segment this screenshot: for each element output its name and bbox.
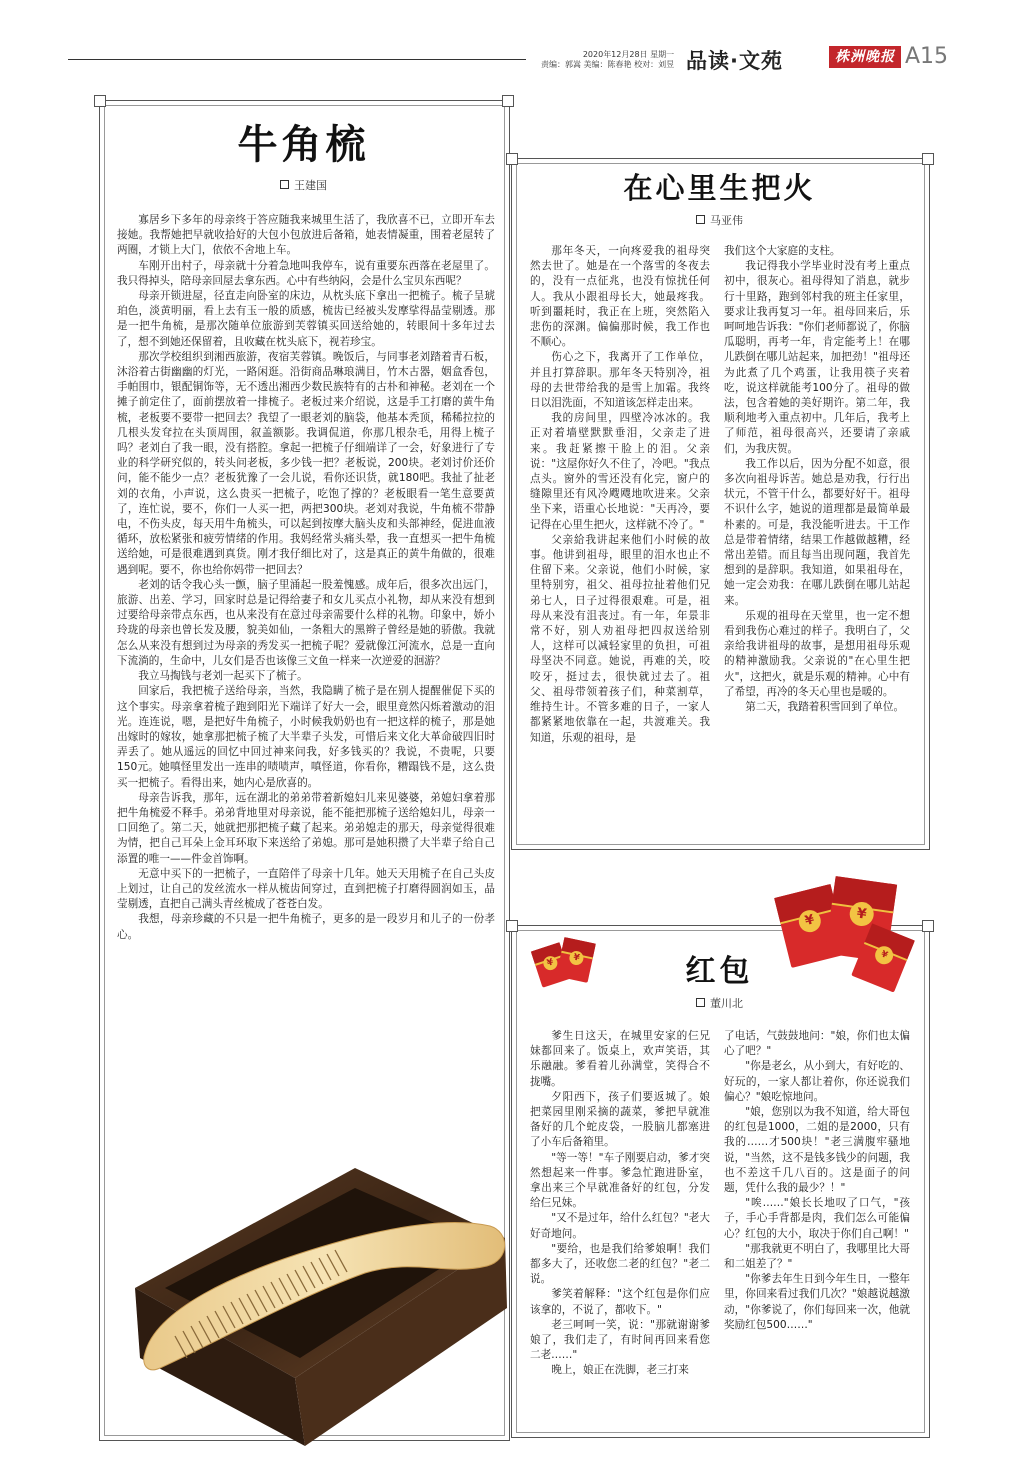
paragraph: 那次学校组织到湘西旅游，夜宿芙蓉镇。晚饭后，与同事老刘踏着青石板，沐浴着古街幽幽的灯光，一路闲逛。沿街商品琳琅满目，竹木古器，姻盒香包，手帕围巾，银配铜饰等，无不透出湘西少数民族特有的古朴和神秘。老刘在一个摊子前定住了，面前摆放着一排梳子。老板过来介绍说，这是手工打磨的黄牛角梳，老板要不要带一把回去？我望了一眼老刘的脑袋，他基本秃顶，稀稀拉拉的几根头发耷拉在头顶周围，叙盖额影。我调侃道，你那几根杂毛，用得上梳子吗？老刘白了我一眼，没有搭腔。拿起一把梳子仔细端详了一会，好象进行了专业的科学研究似的，转头问老板，多少钱一把？老板说，200块。老刘讨价还价问，能不能少一点？老板犹豫了一会儿说，看你还识货，就180吧。我扯了扯老刘的衣角，小声说，这么贵买一把梳子，吃饱了撑的？老板眼看一笔生意要黄了，连忙说，要不，你们一人买一把，两把300块。老刘对我说，牛角梳不带静电，不伤头皮，每天用牛角梳头，可以起到按摩大脑头皮和头部神经，促进血液循环，放松紧张和疲劳情绪的作用。我妈经常头痛头晕，我一直想买一把牛角梳送给她，可是很难遇到真货。刚才我仔细比对了，这是真正的黄牛角做的，很难遇到呢。要不，你也给你妈带一把回去？ — [117, 350, 495, 576]
article3-author — [516, 995, 923, 1011]
article3-title: 红包 — [685, 954, 754, 989]
paragraph: 我立马掏钱与老刘一起买下了梳子。 — [138, 670, 308, 683]
coin-icon: ¥ — [796, 908, 823, 935]
article2-corner — [922, 153, 934, 165]
article3-col2 — [724, 1029, 910, 1424]
editor-credits: 责编：郭嵩 美编：陈春艳 校对：刘昱 — [541, 60, 675, 69]
paragraph: 回家后，我把梳子送给母亲，当然，我隐瞒了梳子是在别人提醒催促下买的这个事实。母亲拿着梳子跑到阳光下端详了好大一会，眼里竟然闪烁着激动的泪光。连连说，嗯，是把好牛角梳子，小时候我奶奶也有一把这样的梳子，那是她出嫁时的嫁妆，她拿那把梳子梳了大半辈子头发，可惜后来文化大革命破四旧时弄丢了。她从遥远的回忆中回过神来问我，好多钱买的？我说，不贵呢，只要150元。她嗔怪里发出一连串的啧啧声，嗔怪道，你看你，糟蹋钱不是，这么贵买一把梳子。看得出来，她内心是欣喜的。 — [117, 685, 495, 789]
article2-col2 — [724, 244, 910, 814]
paragraph: 伤心之下，我离开了工作单位，并且打算辞职。那年冬天特别冷，祖母的去世带给我的是雪上加霜。我终日以泪洗面，不知道该怎样走出来。 — [530, 351, 710, 410]
paragraph: 母亲告诉我，那年，远在湖北的弟弟带着新媳妇儿来见婆婆，弟媳妇拿着那把牛角梳爱不释手。弟弟背地里对母亲说，能不能把那梳子送给媳妇儿，母亲一口回绝了。第二天，她就把那把梳子藏了起来。弟弟媳走的那天，母亲觉得很难为情，把自己耳朵上金耳环取下来送给了弟媳。那可是她积攒了大半辈子给自己添置的唯一——件金首饰啊。 — [117, 791, 495, 865]
paragraph: "那我就更不明白了，我哪里比大哥和二姐差了？" — [724, 1242, 910, 1271]
article2-author-name: 马亚伟 — [710, 214, 743, 227]
byline-square-icon — [280, 180, 289, 189]
comb-svg — [115, 1148, 510, 1446]
coin-icon: ¥ — [568, 950, 585, 967]
article1-author-name: 王建国 — [294, 179, 327, 192]
article2-title: 在心里生把火 — [623, 171, 816, 205]
paragraph: "你爹去年生日到今年生日，一整年里，你回来看过我们几次？"娘越说越激动，"你爹说了，你们每回来一次，他就奖励红包500……" — [724, 1273, 910, 1331]
article3-corner — [922, 920, 934, 932]
article3-author-name: 董川北 — [710, 997, 743, 1010]
paragraph: "等一等！"车子刚要启动，爹才突然想起来一件事。爹急忙跑进卧室，拿出来三个早就准备好的红包，分发给仨兄妹。 — [530, 1151, 710, 1210]
coin-icon: ¥ — [872, 944, 895, 967]
paragraph: "要给，也是我们给爹娘啊！我们都多大了，还收您二老的红包？"老二说。 — [530, 1242, 710, 1286]
masthead-meta — [541, 50, 674, 70]
issue-date: 2020年12月28日 星期一 — [582, 50, 675, 59]
paragraph: 我记得我小学毕业时没有考上重点初中，很灰心。祖母得知了消息，就步行十里路，跑到邻村我的班主任家里，要求让我再复习一年。祖母回来后，乐呵呵地告诉我："你们老师都说了，你脑瓜聪明，再考一年，肯定能考上！在哪儿跌倒在哪儿站起来，加把劲！"祖母还为此煮了几个鸡蛋，让我用筷子夹着吃，说这样就能考100分了。祖母的做法，包含着她的美好期许。第二年，我顺利地考入重点初中。几年后，我考上了师范，祖母很高兴，还要请了亲戚们，为我庆贺。 — [724, 260, 910, 455]
paragraph: 了电话，气鼓鼓地问："娘，你们也太偏心了吧？" — [724, 1030, 910, 1058]
page-number: A15 — [905, 44, 949, 69]
coin-icon: ¥ — [542, 954, 560, 972]
paragraph: 寡居乡下多年的母亲终于答应随我来城里生活了，我欣喜不已，立即开车去接她。我帮她把早就收拾好的大包小包放进后备箱，她表情凝重，围着老屋转了两圈，才锁上大门，依依不舍地上车。 — [117, 214, 495, 257]
paragraph: "唉……"娘长长地叹了口气，"孩子，手心手背都是肉，我们怎么可能偏心？红包的大小，取决于你们自己啊！" — [724, 1197, 910, 1240]
paragraph: "又不是过年，给什么红包？"老大好奇地问。 — [530, 1212, 710, 1240]
newspaper-brand-logo: 株洲晚报 — [829, 46, 901, 68]
paragraph: 我想，母亲珍藏的不只是一把牛角梳子，更多的是一段岁月和儿子的一份孝心。 — [117, 913, 495, 941]
paragraph: 晚上，娘正在洗脚，老三打来 — [551, 1364, 689, 1377]
horn-comb-illustration — [115, 1148, 510, 1446]
paragraph: 父亲給我讲起来他们小时候的故事。他讲到祖母，眼里的泪水也止不住留下来。父亲说，他们小时候，家里特别穷，祖父、祖母拉扯着他们兄弟七人，日子过得很艰难。可是，祖母从来没有沮丧过。有一年，年景非常不好，别人劝祖母把四叔送给别人，这样可以减轻家里的负担，可祖母坚决不同意。她说，再难的关，咬咬牙，挺过去，很快就过去了。祖父、祖母带领着孩子们，种菜割草，维持生计。不管多难的日子，一家人都紧紧地依靠在一起，共渡难关。我知道，乐观的祖母，是 — [530, 533, 710, 744]
paragraph: 爹笑着解释："这个红包是你们应该拿的，不说了，都收下。" — [530, 1288, 710, 1316]
paragraph: "你是老幺，从小到大，有好吃的、好玩的，一家人都让着你，你还说我们偏心？"娘吃惊地问。 — [724, 1060, 910, 1103]
paragraph: 我工作以后，因为分配不如意，很多次向祖母诉苦。她总是劝我，行行出状元，不管干什么，都要好好干。祖母不识什么字，她说的道理都是最简单最朴素的。可是，我没能听进去。干工作总是带着情绪，结果工作越做越糟，经常出差错。而且每当出现问题，我首先想到的是辞职。我知道，如果祖母在，她一定会劝我：在哪儿跌倒在哪儿站起来。 — [724, 457, 910, 607]
article3-col1 — [530, 1029, 710, 1424]
byline-square-icon — [696, 215, 705, 224]
paragraph: 爹生日这天，在城里安家的仨兄妹都回来了。饭桌上，欢声笑语，其乐融融。爹看着儿孙满堂，笑得合不拢嘴。 — [530, 1030, 710, 1088]
coin-icon: ¥ — [848, 900, 875, 927]
paragraph: "娘，您别以为我不知道，给大哥包的红包是1000，二姐的是2000，只有我的……才500块！"老三满腹牢骚地说，"当然，这不是钱多钱少的问题，我也不差这千几八百的。这是面子的问题，凭什么我的最少？！" — [724, 1106, 910, 1195]
article1-body — [117, 213, 495, 1175]
article3-corner — [506, 920, 518, 932]
article1-corner — [502, 95, 514, 107]
article1-title: 牛角梳 — [237, 121, 370, 168]
paragraph: 第二天，我踏着积雪回到了单位。 — [745, 701, 905, 714]
article1-corner — [94, 95, 106, 107]
paragraph: 母亲开锁进屋，径直走向卧室的床边，从枕头底下拿出一把梳子。梳子呈琥珀色，淡黄明丽，看上去有玉一般的质感，梳齿已经被头发摩挲得晶莹剔透。那是一把牛角梳，是那次随单位旅游到芙蓉镇买回送给她的，转眼间十多年过去了，想不到她还保留着，且收藏在枕头底下，视若珍宝。 — [117, 290, 495, 348]
paragraph: 我们这个大家庭的支柱。 — [724, 245, 841, 257]
section-title: 品读·文苑 — [686, 49, 783, 73]
paragraph: 老刘的话令我心头一颤，脑子里涌起一股羞愧感。成年后，很多次出远门，旅游、出差、学习，回家时总是记得给妻子和女儿买点小礼物，却从来没有想到过要给母亲带点东西，也从来没有在意过母亲需要什么样的礼物。印象中，娇小玲珑的母亲也曾长发及腰，貌美如仙，一条粗大的黑辫子曾经是她的骄傲。我就怎么从来没有想到过为母亲的秀发买一把梳子呢？爱就像江河流水，总是一直向下流淌的，生命中，儿女们是否也该像三文鱼一样来一次逆爱的洄游？ — [117, 578, 495, 667]
article2-corner — [506, 153, 518, 165]
masthead-rule — [68, 59, 526, 60]
paragraph: 我的房间里，四壁冷冰冰的。我正对着墙壁默默垂泪，父亲走了进来。我赶紧擦干脸上的泪。父亲说："这屋你好久不住了，冷吧。"我点点头。窗外的雪还没有化完，窗户的缝隙里还有风冷飕飕地吹进来。父亲坐下来，语重心长地说："天再冷，要记得在心里生把火，这样就不冷了。" — [530, 412, 710, 531]
byline-square-icon — [696, 998, 705, 1007]
paragraph: 车刚开出村子，母亲就十分着急地叫我停车，说有重要东西落在老屋里了。我只得掉头，陪母亲回屋去拿东西。心中有些纳闷，会是什么宝贝东西呢？ — [117, 259, 495, 287]
article2-author — [516, 212, 923, 228]
paragraph: 乐观的祖母在天堂里，也一定不想看到我伤心难过的样子。我明白了，父亲给我讲祖母的故事，是想用祖母乐观的精神激励我。父亲说的"在心里生把火"，这把火，就是乐观的精神。心中有了希望，再冷的冬天心里也是暖的。 — [724, 609, 910, 698]
paragraph: 夕阳西下，孩子们要返城了。娘把菜园里刚采摘的蔬菜，爹把早就准备好的几个蛇皮袋，一股脑儿都塞进了小车后备箱里。 — [530, 1090, 710, 1149]
paragraph: 无意中买下的一把梳子，一直陪伴了母亲十几年。她天天用梳子在自己头皮上划过，让自己的发丝流水一样从梳齿间穿过，直到把梳子打磨得圆润如玉，晶莹剔透，直把自己满头青丝梳成了苍苍白发。 — [117, 867, 495, 911]
article2-col1 — [530, 244, 710, 814]
paragraph: 那年冬天，一向疼爱我的祖母突然去世了。她是在一个落雪的冬夜去的，没有一点征兆，也没有惊扰任何人。我从小跟祖母长大，她最疼我。听到噩耗时，我正在上班，突然陷入悲伤的深渊。偏偏那时候，我工作也不顺心。 — [530, 245, 710, 349]
article1-author — [104, 177, 503, 193]
paragraph: 老三呵呵一笑，说："那就谢谢爹娘了，我们走了，有时间再回来看您二老……" — [530, 1318, 710, 1362]
